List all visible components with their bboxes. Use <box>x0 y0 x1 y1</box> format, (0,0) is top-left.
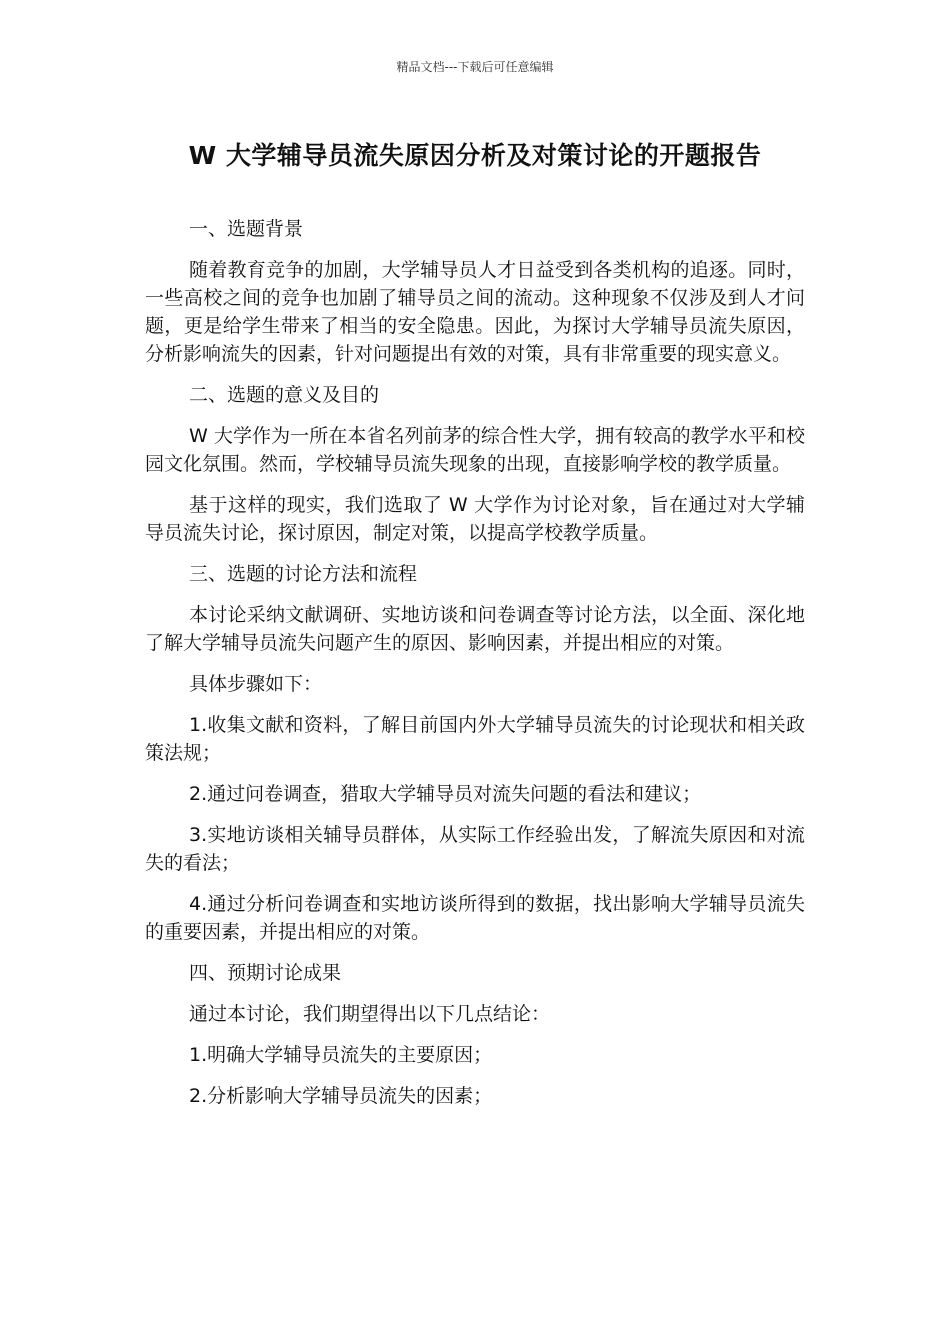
paragraph-outcomes-intro: 通过本讨论，我们期望得出以下几点结论： <box>189 1003 551 1025</box>
list-item-outcome-2: 2.分析影响大学辅导员流失的因素； <box>189 1085 493 1107</box>
list-item-step-3: 3.实地访谈相关辅导员群体，从实际工作经验出发，了解流失原因和对流失的看法； <box>145 824 805 874</box>
section-heading-methods: 三、选题的讨论方法和流程 <box>189 563 418 585</box>
list-item-step-4: 4.通过分析问卷调查和实地访谈所得到的数据，找出影响大学辅导员流失的重要因素，并提出相应的对策。 <box>145 893 805 943</box>
paragraph-background: 随着教育竞争的加剧，大学辅导员人才日益受到各类机构的追逐。同时，一些高校之间的竞争也加剧了辅导员之间的流动。这种现象不仅涉及到人才问题，更是给学生带来了相当的安全隐患。因此，为探讨大学辅导员流失原因，分析影响流失的因素，针对问题提出有效的对策，具有非常重要的现实意义。 <box>145 259 805 365</box>
list-item-outcome-1: 1.明确大学辅导员流失的主要原因； <box>189 1044 493 1066</box>
paragraph-methods: 本讨论采纳文献调研、实地访谈和问卷调查等讨论方法，以全面、深化地了解大学辅导员流失问题产生的原因、影响因素，并提出相应的对策。 <box>145 604 805 654</box>
list-item-step-2: 2.通过问卷调查，猎取大学辅导员对流失问题的看法和建议； <box>189 783 702 805</box>
paragraph-significance-2: 基于这样的现实，我们选取了 W 大学作为讨论对象，旨在通过对大学辅导员流失讨论，探讨原因，制定对策，以提高学校教学质量。 <box>145 494 805 544</box>
section-heading-background: 一、选题背景 <box>189 218 304 240</box>
document-body <box>145 215 805 1123</box>
list-item-step-1: 1.收集文献和资料，了解目前国内外大学辅导员流失的讨论现状和相关政策法规； <box>145 714 805 764</box>
page-header-note: 精品文档---下载后可任意编辑 <box>396 60 554 74</box>
document-title: W 大学辅导员流失原因分析及对策讨论的开题报告 <box>188 141 762 170</box>
section-heading-outcomes: 四、预期讨论成果 <box>189 962 342 984</box>
section-heading-significance: 二、选题的意义及目的 <box>189 384 380 406</box>
paragraph-significance-1: W 大学作为一所在本省名列前茅的综合性大学，拥有较高的教学水平和校园文化氛围。然而，学校辅导员流失现象的出现，直接影响学校的教学质量。 <box>145 425 805 475</box>
paragraph-steps-intro: 具体步骤如下： <box>189 673 323 695</box>
